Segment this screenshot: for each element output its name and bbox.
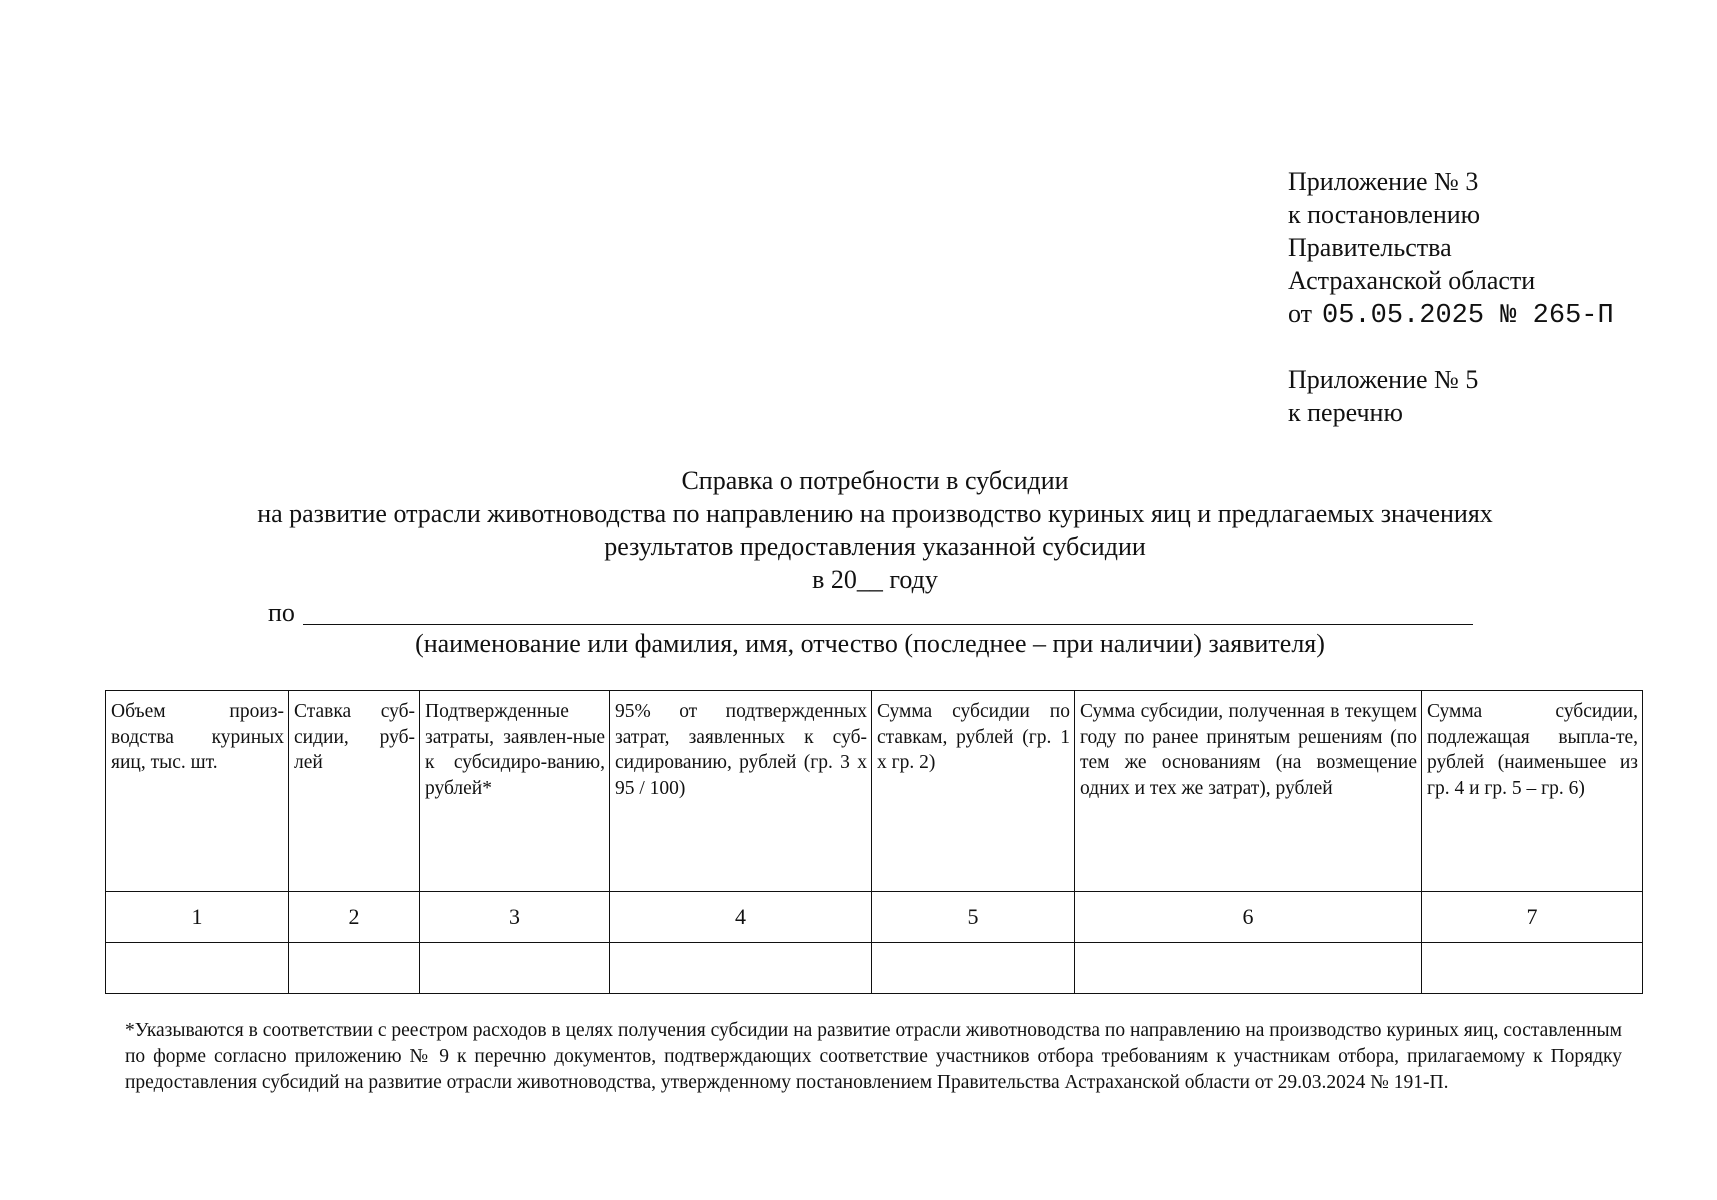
header-cell — [610, 691, 872, 892]
appendix-header — [1288, 165, 1614, 429]
data-cell[interactable] — [1422, 943, 1643, 994]
column-number-row — [106, 892, 1643, 943]
header-cell — [1075, 691, 1422, 892]
applicant-prefix: по — [268, 598, 295, 627]
appendix-line: Приложение № 3 — [1288, 167, 1479, 196]
title-line: результатов предоставления указанной субсидии — [604, 532, 1146, 561]
header-text: Ставка суб-сидии, руб-лей — [294, 701, 415, 773]
applicant-fill-line[interactable] — [303, 624, 1473, 625]
appendix-line: Правительства — [1288, 233, 1452, 262]
applicant-caption: (наименование или фамилия, имя, отчество (последнее – при наличии) заявителя) — [415, 629, 1325, 658]
decree-date-number: 05.05.2025 № 265-П — [1322, 301, 1614, 331]
appendix2-line: Приложение № 5 — [1288, 365, 1479, 394]
footnote: *Указываются в соответствии с реестром расходов в целях получения субсидии на развитие отрасли животноводства по направлению на производство куриных яиц, составленным по форме согласно приложению № 9 к перечню документов, подтверждающих соответствие участников отбора требованиям к участникам отбора, прилагаемому к Порядку предоставления субсидий на развитие отрасли животноводства, утвержденному постановлением Правительства Астраханской области от 29.03.2024 № 191-П. — [125, 1020, 1622, 1093]
column-number: 4 — [610, 892, 872, 943]
header-text: Сумма субсидии, полученная в текущем году по ранее принятым решениям (по тем же основаниям (на возмещение одних и тех же затрат), рублей — [1080, 701, 1417, 799]
header-text: Сумма субсидии, подлежащая выпла-те, рублей (наименьшее из гр. 4 и гр. 5 – гр. 6) — [1427, 701, 1638, 799]
decree-line — [1288, 297, 1614, 333]
header-cell — [289, 691, 420, 892]
data-cell[interactable] — [610, 943, 872, 994]
appendix-line: к постановлению — [1288, 200, 1481, 229]
appendix-line: Астраханской области — [1288, 266, 1536, 295]
header-cell — [106, 691, 289, 892]
header-cell — [420, 691, 610, 892]
table-header-row — [106, 691, 1643, 892]
subsidy-table — [105, 690, 1643, 994]
header-cell — [872, 691, 1075, 892]
data-cell[interactable] — [106, 943, 289, 994]
column-number: 7 — [1422, 892, 1643, 943]
title-line: на развитие отрасли животноводства по направлению на производство куриных яиц и предлагаемых значениях — [257, 499, 1493, 528]
data-cell[interactable] — [872, 943, 1075, 994]
data-cell[interactable] — [1075, 943, 1422, 994]
document-title — [0, 464, 1717, 596]
column-number: 1 — [106, 892, 289, 943]
column-number: 5 — [872, 892, 1075, 943]
appendix2-line: к перечню — [1288, 398, 1403, 427]
data-cell[interactable] — [420, 943, 610, 994]
header-text: Подтвержденные затраты, заявлен-ные к субсидиро-ванию, рублей* — [425, 701, 605, 799]
title-line: в 20__ году — [812, 565, 938, 594]
column-number: 2 — [289, 892, 420, 943]
data-cell[interactable] — [289, 943, 420, 994]
header-text: Сумма субсидии по ставкам, рублей (гр. 1 х гр. 2) — [877, 701, 1070, 773]
column-number: 6 — [1075, 892, 1422, 943]
table-row — [106, 943, 1643, 994]
header-text: 95% от подтвержденных затрат, заявленных к суб-сидированию, рублей (гр. 3 х 95 / 100) — [615, 701, 867, 799]
title-line: Справка о потребности в субсидии — [681, 466, 1069, 495]
header-text: Объем произ-водства куриных яиц, тыс. шт. — [111, 701, 284, 773]
decree-prefix: от — [1288, 299, 1313, 328]
column-number: 3 — [420, 892, 610, 943]
header-cell — [1422, 691, 1643, 892]
